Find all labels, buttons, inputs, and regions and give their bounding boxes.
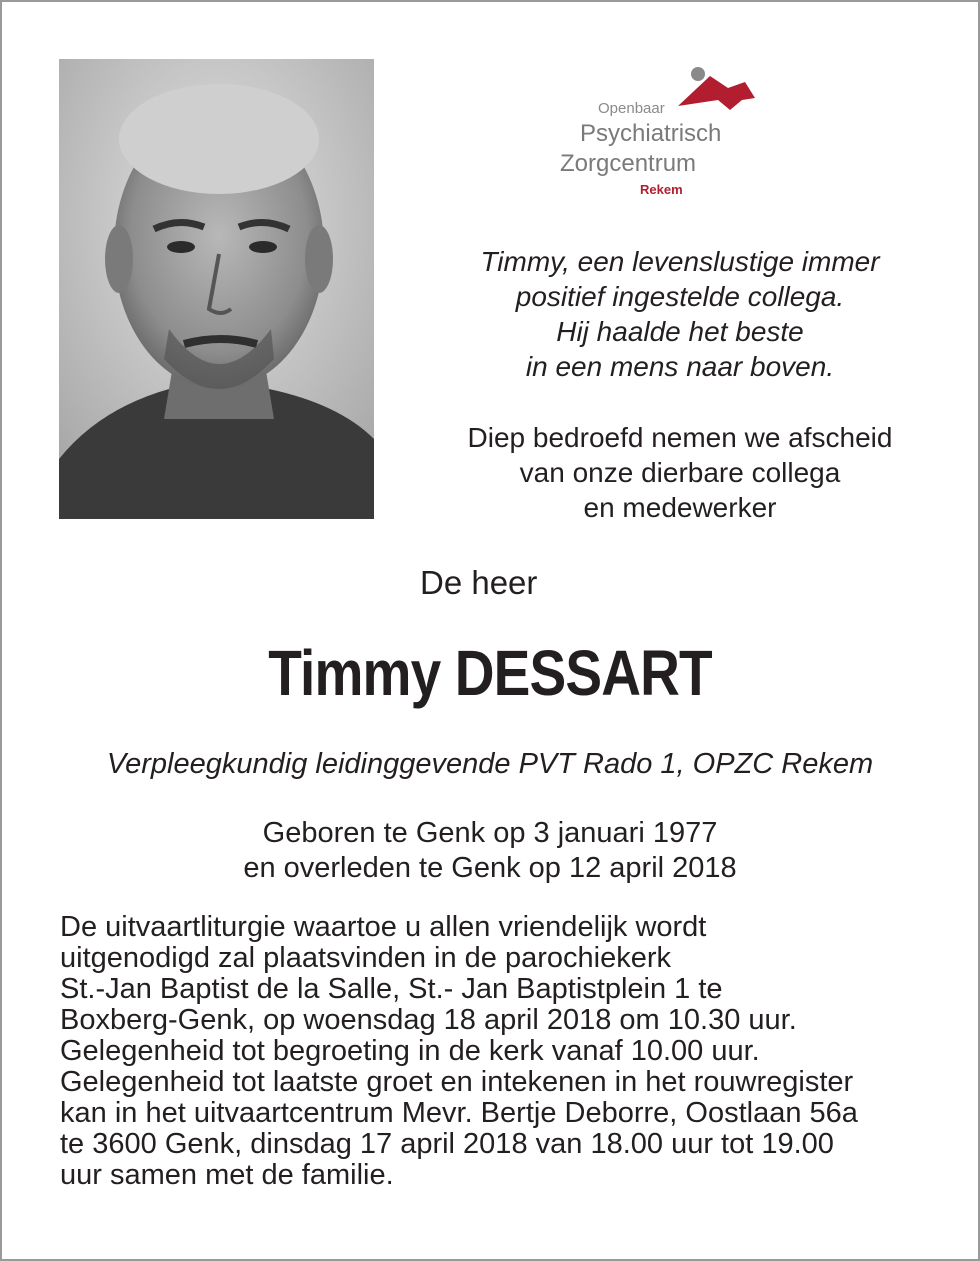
logo-line-3: Zorgcentrum: [560, 150, 697, 177]
funeral-details-line: uitgenodigd zal plaatsvinden in de parochiekerk: [60, 942, 672, 974]
quote-line: positief ingestelde collega.: [515, 281, 845, 312]
funeral-details-line: te 3600 Genk, dinsdag 17 april 2018 van 18.00 uur tot 19.00: [60, 1128, 834, 1160]
farewell-line: van onze dierbare collega: [519, 457, 841, 488]
funeral-details-line: kan in het uitvaartcentrum Mevr. Bertje Deborre, Oostlaan 56a: [60, 1097, 858, 1129]
funeral-details-line: Gelegenheid tot begroeting in de kerk vanaf 10.00 uur.: [60, 1035, 760, 1067]
quote-line: in een mens naar boven.: [525, 351, 835, 382]
funeral-details-line: Gelegenheid tot laatste groet en intekenen in het rouwregister: [60, 1066, 854, 1098]
deceased-role: Verpleegkundig leidinggevende PVT Rado 1, OPZC Rekem: [106, 748, 874, 780]
life-dates: [0, 816, 980, 886]
portrait-image: [59, 59, 374, 519]
deceased-name: Timmy DESSART: [268, 637, 712, 709]
farewell-line: en medewerker: [583, 492, 777, 523]
memorial-quote: [400, 244, 960, 384]
funeral-details-line: Boxberg-Genk, op woensdag 18 april 2018 om 10.30 uur.: [60, 1004, 797, 1036]
quote-line: Timmy, een levenslustige immer: [480, 246, 880, 277]
logo-line-2: Psychiatrisch: [580, 120, 722, 147]
honorific: De heer: [420, 564, 538, 601]
logo-line-4: Rekem: [640, 182, 683, 197]
funeral-details-line: uur samen met de familie.: [60, 1159, 394, 1191]
farewell-text: [400, 420, 960, 525]
birth-date-line: Geboren te Genk op 3 januari 1977: [262, 817, 718, 849]
quote-line: Hij haalde het beste: [556, 316, 804, 347]
funeral-details-line: St.-Jan Baptist de la Salle, St.- Jan Baptistplein 1 te: [60, 973, 723, 1005]
funeral-details-line: De uitvaartliturgie waartoe u allen vriendelijk wordt: [60, 911, 707, 943]
logo-mark-icon: [560, 62, 770, 122]
portrait-photo: [59, 59, 374, 519]
farewell-line: Diep bedroefd nemen we afscheid: [467, 422, 893, 453]
logo-line-1: Openbaar: [598, 100, 665, 117]
organization-logo: [560, 62, 770, 202]
death-date-line: en overleden te Genk op 12 april 2018: [243, 852, 737, 884]
funeral-details: [60, 912, 940, 1191]
